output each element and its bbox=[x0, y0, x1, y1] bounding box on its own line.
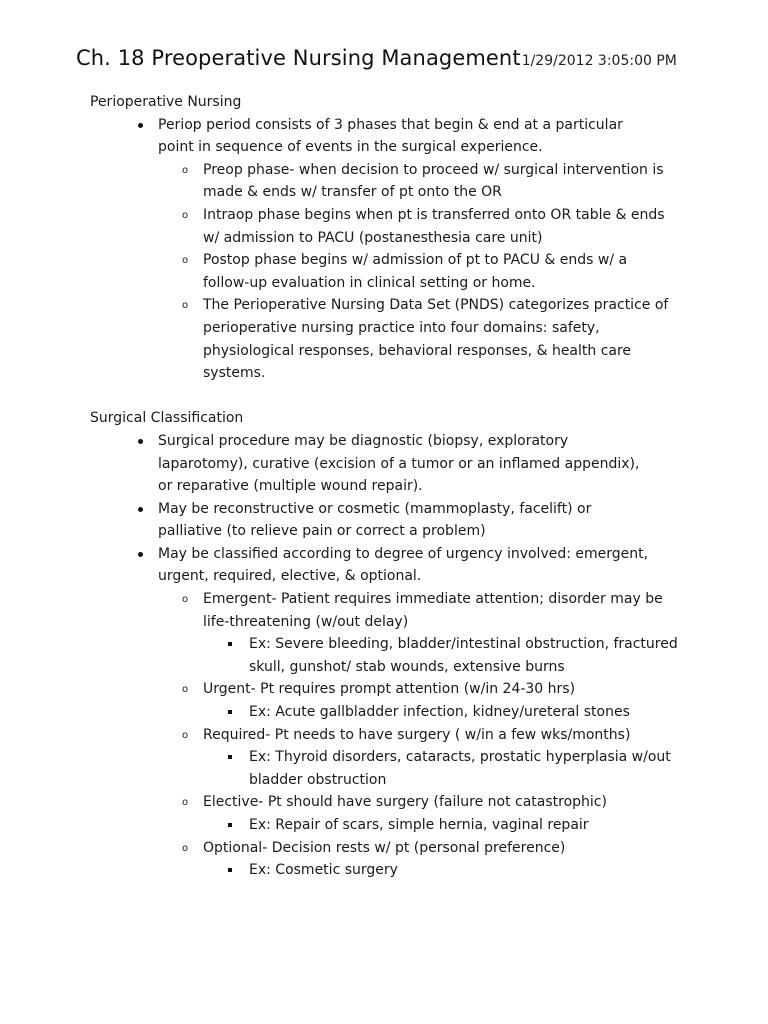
example-list bbox=[203, 814, 690, 837]
example-list bbox=[203, 859, 690, 882]
section-surgical-classification bbox=[90, 407, 690, 881]
section-heading: Surgical Classification bbox=[90, 410, 244, 427]
example-item bbox=[203, 701, 690, 724]
sub-bullet-item bbox=[158, 204, 690, 249]
sub-bullet-text: o Postop phase begins w/ admission of pt to PACU & ends w/ a follow-up evaluation in clinical setting or home. bbox=[203, 252, 628, 291]
sub-bullet-list bbox=[158, 159, 690, 385]
bullet-text: Surgical procedure may be diagnostic (biopsy, exploratory laparotomy), curative (excision of a tumor or an inflamed appendix), or reparative (multiple wound repair). bbox=[158, 432, 640, 495]
example-item bbox=[203, 814, 690, 837]
bullet-item bbox=[90, 543, 690, 882]
title-line bbox=[76, 46, 677, 70]
example-item bbox=[203, 746, 690, 791]
urgency-item bbox=[158, 791, 690, 836]
notes-body bbox=[90, 91, 690, 882]
urgency-text: o Optional- Decision rests w/ pt (personal preference) bbox=[203, 839, 566, 856]
sub-bullet-item bbox=[158, 249, 690, 294]
example-text: Ex: Thyroid disorders, cataracts, prostatic hyperplasia w/out bladder obstruction bbox=[249, 749, 671, 788]
urgency-text: o Urgent- Pt requires prompt attention (w/in 24-30 hrs) bbox=[203, 681, 576, 698]
bullet-item bbox=[90, 114, 690, 385]
bullet-text: May be classified according to degree of urgency involved: emergent, urgent, required, elective, & optional. bbox=[158, 545, 649, 585]
example-list bbox=[203, 746, 690, 791]
urgency-item bbox=[158, 588, 690, 678]
bullet-list bbox=[90, 114, 690, 385]
example-text: Ex: Acute gallbladder infection, kidney/ureteral stones bbox=[249, 704, 630, 721]
sub-bullet-text: o The Perioperative Nursing Data Set (PNDS) categorizes practice of perioperative nursing practice into four domains: safety, physiological responses, behavioral responses, & health care systems. bbox=[203, 297, 669, 382]
bullet-text: Periop period consists of 3 phases that begin & end at a particular point in sequence of events in the surgical experience. bbox=[158, 116, 623, 156]
bullet-list bbox=[90, 430, 690, 882]
example-item bbox=[203, 859, 690, 882]
bullet-item bbox=[90, 430, 690, 498]
urgency-list bbox=[158, 588, 690, 882]
bullet-item bbox=[90, 498, 690, 543]
example-list bbox=[203, 633, 690, 678]
example-text: Ex: Severe bleeding, bladder/intestinal obstruction, fractured skull, gunshot/ stab wounds, extensive burns bbox=[249, 636, 678, 675]
urgency-text: o Required- Pt needs to have surgery ( w/in a few wks/months) bbox=[203, 726, 631, 743]
example-item bbox=[203, 633, 690, 678]
sub-bullet-item bbox=[158, 294, 690, 384]
urgency-text: o Emergent- Patient requires immediate attention; disorder may be life-threatening (w/out delay) bbox=[203, 591, 663, 630]
urgency-item bbox=[158, 678, 690, 723]
urgency-item bbox=[158, 724, 690, 792]
example-text: Ex: Cosmetic surgery bbox=[249, 862, 398, 879]
sub-bullet-text: o Preop phase- when decision to proceed w/ surgical intervention is made & ends w/ transfer of pt onto the OR bbox=[203, 161, 664, 201]
urgency-text: o Elective- Pt should have surgery (failure not catastrophic) bbox=[203, 794, 607, 811]
sub-bullet-text: o Intraop phase begins when pt is transferred onto OR table & ends w/ admission to PACU (postanesthesia care unit) bbox=[203, 206, 665, 246]
urgency-item bbox=[158, 837, 690, 882]
sub-bullet-item bbox=[158, 159, 690, 204]
example-list bbox=[203, 701, 690, 724]
section-perioperative-nursing bbox=[90, 91, 690, 385]
bullet-text: May be reconstructive or cosmetic (mammoplasty, facelift) or palliative (to relieve pain or correct a problem) bbox=[158, 500, 592, 540]
example-text: Ex: Repair of scars, simple hernia, vaginal repair bbox=[249, 817, 589, 833]
section-heading: Perioperative Nursing bbox=[90, 94, 242, 110]
timestamp: 1/29/2012 3:05:00 PM bbox=[521, 53, 677, 69]
page-title: Ch. 18 Preoperative Nursing Management bbox=[76, 46, 521, 70]
